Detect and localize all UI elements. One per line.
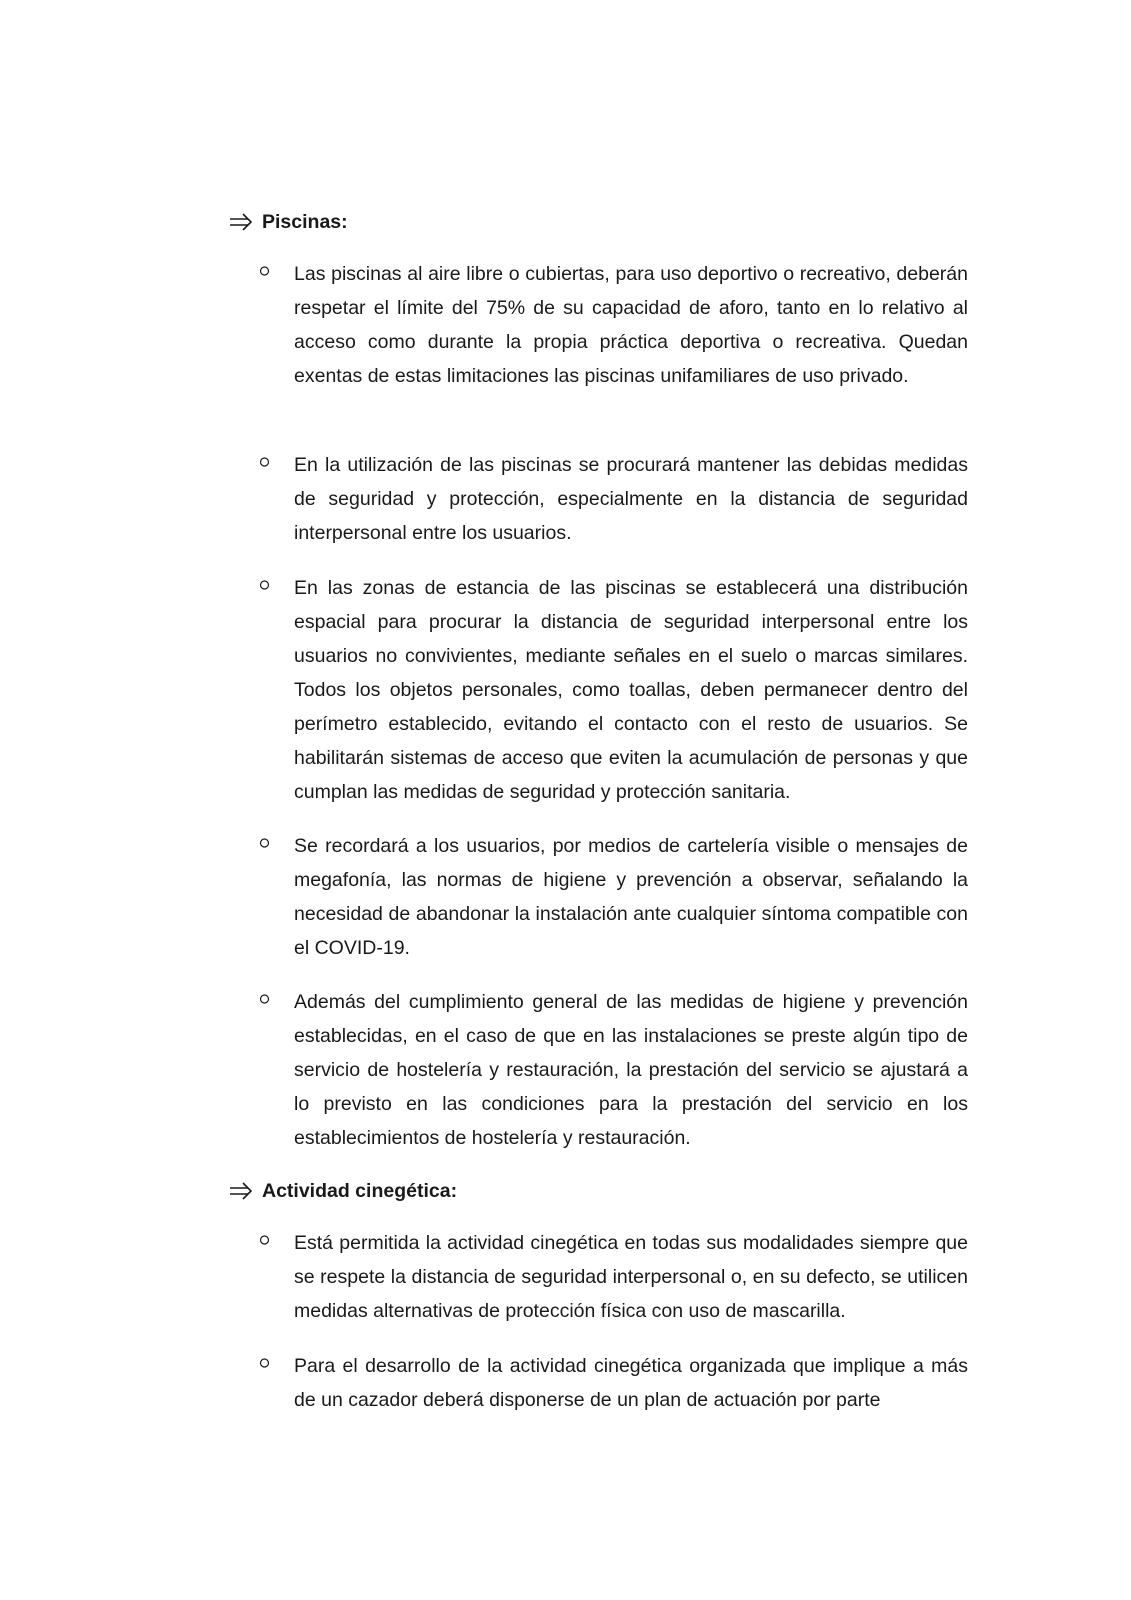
circle-bullet-icon <box>258 991 271 1004</box>
list-item-text: Está permitida la actividad cinegética en todas sus modalidades siempre que se respete la distancia de seguridad interpersonal o, en su defecto, se utilicen medidas alternativas de protección física con uso de mascarilla. <box>294 1232 968 1322</box>
list-item-text: Para el desarrollo de la actividad cinegética organizada que implique a más de un cazador deberá disponerse de un plan de actuación por parte <box>294 1355 968 1411</box>
double-arrow-icon <box>228 1181 254 1201</box>
section-heading <box>228 205 976 239</box>
list-item-text: Las piscinas al aire libre o cubiertas, para uso deportivo o recreativo, deberán respetar el límite del 75% de su capacidad de aforo, tanto en lo relativo al acceso como durante la propia práctica deportiva o recreativa. Quedan exentas de estas limitaciones las piscinas unifamiliares de uso privado. <box>294 263 968 387</box>
section-title: Actividad cinegética: <box>262 1179 458 1202</box>
list-item-text: Se recordará a los usuarios, por medios de cartelería visible o mensajes de megafonía, las normas de higiene y prevención a observar, señalando la necesidad de abandonar la instalación ante cualquier síntoma compatible con el COVID-19. <box>294 835 968 959</box>
list-item-text: Además del cumplimiento general de las medidas de higiene y prevención establecidas, en el caso de que en las instalaciones se preste algún tipo de servicio de hostelería y restauración, la prestación del servicio se ajustará a lo previsto en las condiciones para la prestación del servicio en los establecimientos de hostelería y restauración. <box>294 991 968 1149</box>
circle-bullet-icon <box>258 263 271 276</box>
section-piscinas <box>228 205 976 1155</box>
section-title: Piscinas: <box>262 210 348 233</box>
double-arrow-icon <box>228 212 254 232</box>
circle-bullet-icon <box>258 577 271 590</box>
list-item-text: En las zonas de estancia de las piscinas se establecerá una distribución espacial para procurar la distancia de seguridad interpersonal entre los usuarios no convivientes, mediante señales en el suelo o marcas similares. Todos los objetos personales, como toallas, deben permanecer dentro del perímetro establecido, evitando el contacto con el resto de usuarios. Se habilitarán sistemas de acceso que eviten la acumulación de personas y que cumplan las medidas de seguridad y protección sanitaria. <box>294 577 968 803</box>
circle-bullet-icon <box>258 1232 271 1245</box>
section-heading <box>228 1174 976 1208</box>
section-actividad-cinegetica <box>228 1174 976 1444</box>
circle-bullet-icon <box>258 835 271 848</box>
list-item-text: En la utilización de las piscinas se procurará mantener las debidas medidas de seguridad y protección, especialmente en la distancia de seguridad interpersonal entre los usuarios. <box>294 454 968 544</box>
circle-bullet-icon <box>258 454 271 467</box>
circle-bullet-icon <box>258 1355 271 1368</box>
